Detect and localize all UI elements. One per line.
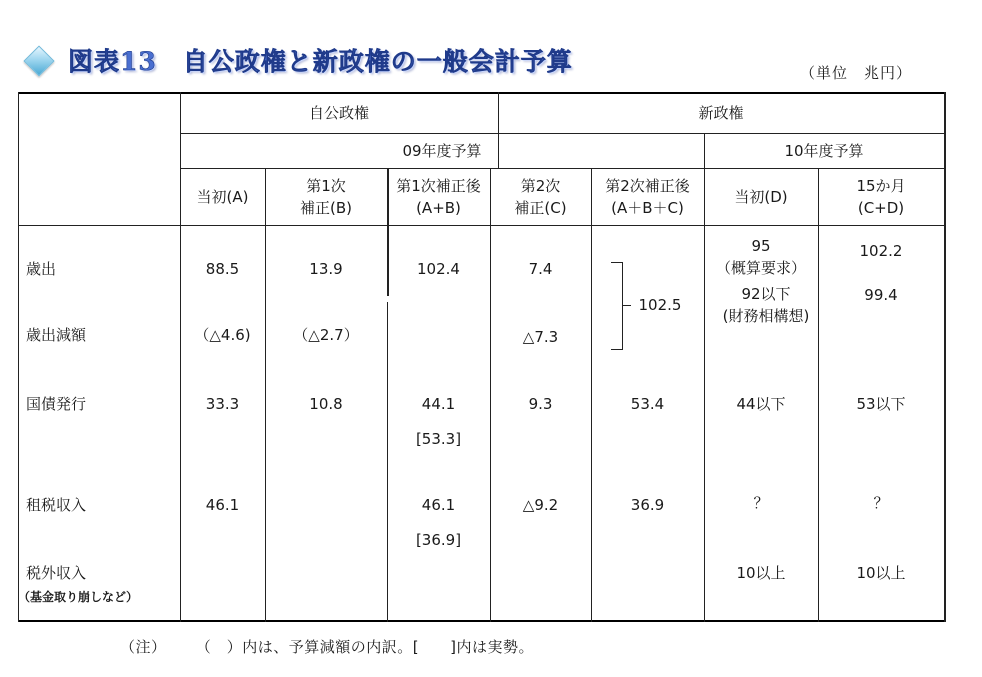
cell-expenditure-15m-bottom: 99.4	[864, 286, 898, 304]
cell-bond-a: 33.3	[205, 395, 240, 413]
row-label-nontax-revenue: 税外収入	[26, 564, 87, 582]
cell-expenditure-a: 88.5	[205, 260, 240, 278]
row-label-expenditure: 歳出	[26, 260, 57, 278]
cell-nontax-15m: 10以上	[856, 564, 906, 582]
cell-expenditure-ab: 102.4	[417, 260, 460, 278]
row-label-nontax-note: （基金取り崩しなど）	[18, 590, 139, 604]
cell-tax-abc: 36.9	[630, 496, 665, 514]
cell-bond-abc: 53.4	[630, 395, 665, 413]
budget-table	[18, 92, 945, 622]
header-fy10: 10年度予算	[784, 141, 864, 160]
col-header-after-supp1: 第1次補正後 (A+B)	[396, 176, 481, 217]
cell-bond-b: 10.8	[309, 395, 343, 413]
page-title: 図表13 自公政権と新政権の一般会計予算	[68, 47, 573, 76]
cell-bond-d: 44以下	[736, 395, 786, 413]
cell-expenditure-b: 13.9	[309, 260, 343, 278]
footnote	[120, 636, 534, 657]
cell-expenditure-abc: 102.5	[638, 296, 682, 314]
title-area	[22, 40, 573, 80]
footnote-text: （ ）内は、予算減額の内訳。[ ]内は実勢。	[195, 638, 535, 656]
col-header-initial-d: 当初(D)	[734, 187, 788, 206]
unit-label: （単位 兆円）	[800, 64, 913, 82]
col-header-15months: 15か月 (C+D)	[856, 176, 906, 217]
header-fy09: 09年度予算	[402, 141, 482, 160]
cell-bond-ab: 44.1	[421, 395, 456, 413]
cell-expenditure-15m-top: 102.2	[859, 242, 903, 260]
cell-cut-c: △7.3	[522, 328, 559, 346]
footnote-label: （注）	[120, 638, 167, 656]
row-label-expenditure-cut: 歳出減額	[26, 326, 87, 344]
header-group-shin: 新政権	[698, 103, 744, 122]
cell-tax-ab: 46.1	[421, 496, 456, 514]
col-header-after-supp2: 第2次補正後 (A＋B＋C)	[605, 176, 690, 217]
cell-nontax-d: 10以上	[736, 564, 786, 582]
cell-tax-a: 46.1	[205, 496, 240, 514]
sum-bracket-tick	[623, 305, 631, 306]
cell-bond-c: 9.3	[528, 395, 553, 413]
cell-expenditure-c: 7.4	[528, 260, 553, 278]
cell-tax-15m: ？	[873, 494, 889, 512]
cell-cut-a: （△4.6)	[194, 326, 251, 344]
row-label-bond-issuance: 国債発行	[26, 395, 87, 413]
diamond-bullet-icon	[22, 44, 54, 76]
col-header-initial-a: 当初(A)	[196, 187, 249, 206]
cell-expenditure-d-request: 95 （概算要求）	[715, 237, 806, 277]
cell-tax-ab-actual: [36.9]	[415, 531, 462, 549]
col-header-supp2-c: 第2次 補正(C)	[514, 176, 567, 217]
cell-expenditure-d-minister: 92以下 (財務相構想)	[722, 285, 810, 325]
cell-bond-15m: 53以下	[856, 395, 906, 413]
header-group-jiko: 自公政権	[308, 103, 369, 122]
cell-bond-ab-actual: [53.3]	[415, 430, 462, 448]
sum-bracket	[611, 262, 623, 350]
cell-cut-b: （△2.7）	[293, 326, 359, 344]
col-header-supp1-b: 第1次 補正(B)	[300, 176, 352, 217]
cell-tax-c: △9.2	[522, 496, 559, 514]
cell-tax-d: ？	[753, 494, 769, 512]
row-label-tax-revenue: 租税収入	[26, 496, 87, 514]
